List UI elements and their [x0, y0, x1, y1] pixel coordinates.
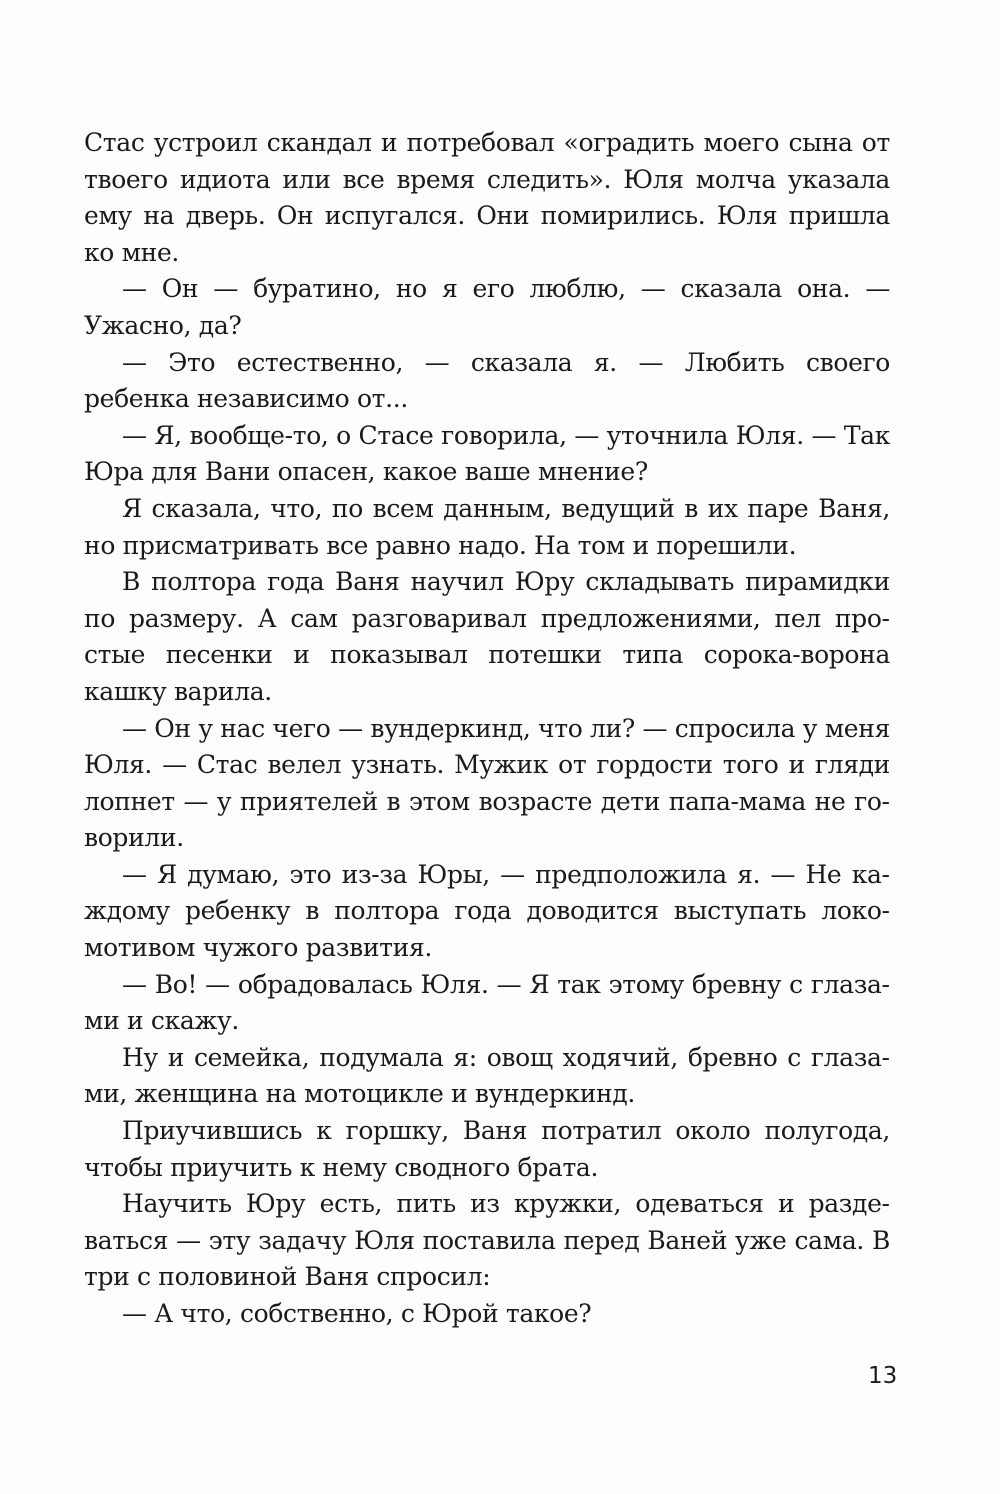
paragraph: Приучившись к горшку, Ваня потратил около полугода, чтобы приучить к нему сводного брата.	[84, 1116, 890, 1182]
paragraph: — Это естественно, — сказала я. — Любить своего ребенка независимо от...	[84, 347, 890, 414]
body-text	[84, 125, 890, 1333]
paragraph: — Он у нас чего — вундеркинд, что ли? — спросила у меня Юля. — Стас велел узнать. Мужик от гордости того и гляди лопнет — у приятелей в этом возрасте дети папа-мама не говорили.	[84, 713, 890, 853]
page-number: 13	[868, 1363, 898, 1389]
paragraph: — Я думаю, это из-за Юры, — предположила я. — Не каждому ребенку в полтора года доводится выступать локомотивом чужого развития.	[84, 859, 890, 963]
paragraph: Ну и семейка, подумала я: овощ ходячий, бревно с глазами, женщина на мотоцикле и вундеркинд.	[84, 1042, 890, 1109]
paragraph: Я сказала, что, по всем данным, ведущий в их паре Ваня, но присматривать все равно надо. На том и порешили.	[84, 493, 890, 560]
paragraph: Стас устроил скандал и потребовал «оградить моего сына от твоего идиота или все время следить». Юля молча указала ему на дверь. Он испугался. Они помирились. Юля пришла ко мне.	[84, 128, 890, 267]
paragraph: — Я, вообще-то, о Стасе говорила, — уточнила Юля. — Так Юра для Вани опасен, какое ваше мнение?	[84, 420, 890, 487]
paragraph: — А что, собственно, с Юрой такое?	[122, 1299, 592, 1328]
paragraph: — Он — буратино, но я его люблю, — сказала она. — Ужасно, да?	[84, 274, 890, 340]
paragraph: Научить Юру есть, пить из кружки, одеваться и раздеваться — эту задачу Юля поставила перед Ваней уже сама. В три с половиной Ваня спросил:	[84, 1189, 890, 1292]
paragraph: — Во! — обрадовалась Юля. — Я так этому бревну с глазами и скажу.	[84, 969, 890, 1036]
paragraph: В полтора года Ваня научил Юру складывать пирамидки по размеру. А сам разговаривал предложениями, пел простые песенки и показывал потешки типа сорока-ворона кашку варила.	[84, 567, 890, 706]
